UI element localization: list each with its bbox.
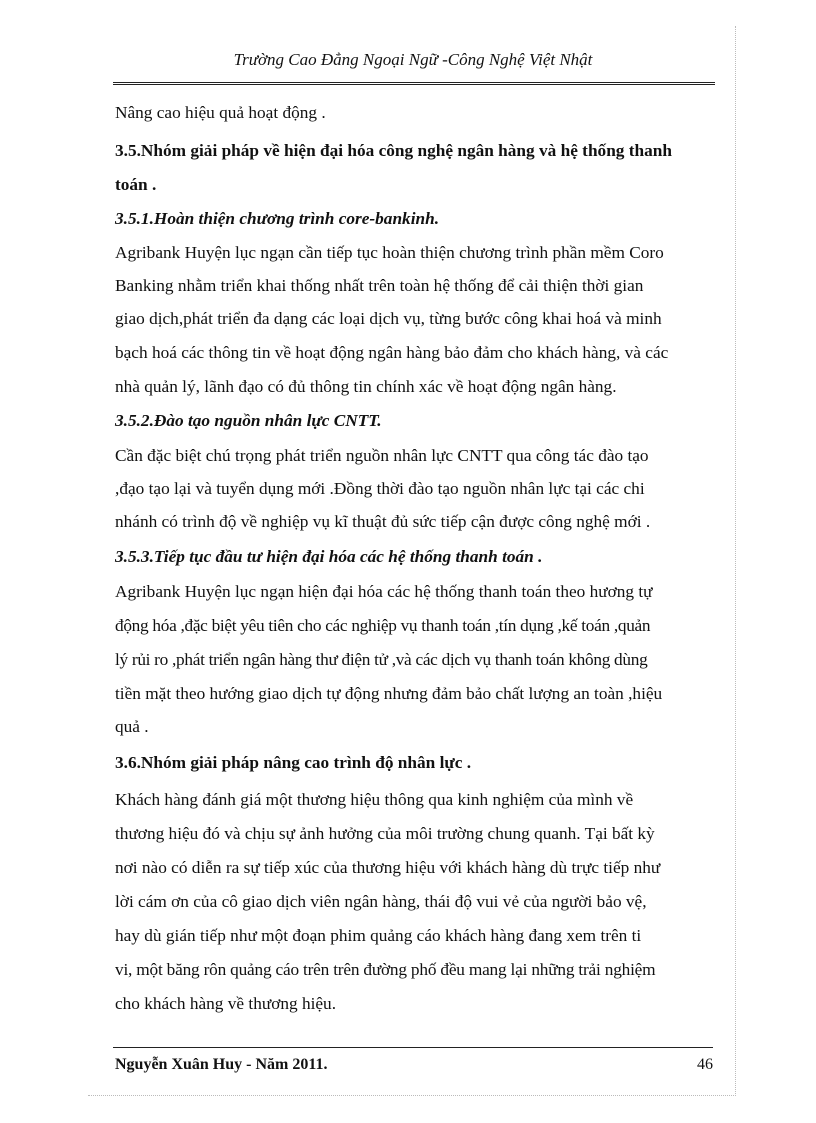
paragraph-line: nhánh có trình độ về nghiệp vụ kĩ thuật đủ sức tiếp cận được công nghệ mới . [115, 512, 651, 531]
paragraph-line: Khách hàng đánh giá một thương hiệu thông qua kinh nghiệm của mình về [115, 790, 634, 809]
paragraph-line: Agribank Huyện lục ngạn cần tiếp tục hoàn thiện chương trình phần mềm Coro [115, 243, 664, 262]
paragraph-line: hay dù gián tiếp như một đoạn phim quảng cáo khách hàng đang xem trên ti [115, 926, 642, 945]
paragraph-line: ,đạo tạo lại và tuyển dụng mới .Đồng thời đào tạo nguồn nhân lực tại các chi [115, 479, 645, 498]
section-heading-cont: toán . [115, 175, 157, 194]
paragraph-line: quả . [115, 717, 149, 736]
section-heading: 3.6.Nhóm giải pháp nâng cao trình độ nhân lực . [115, 753, 472, 772]
paragraph-line: bạch hoá các thông tin về hoạt động ngân hàng bảo đảm cho khách hàng, và các [115, 343, 669, 362]
subsection-heading: 3.5.2.Đào tạo nguồn nhân lực CNTT. [115, 411, 382, 430]
paragraph-line: vi, một băng rôn quảng cáo trên trên đường phố đều mang lại những trải nghiệm [115, 960, 656, 979]
subsection-heading: 3.5.3.Tiếp tục đầu tư hiện đại hóa các hệ thống thanh toán . [115, 547, 543, 566]
paragraph-line: Cần đặc biệt chú trọng phát triển nguồn nhân lực CNTT qua công tác đào tạo [115, 446, 649, 465]
paragraph-line: lời cám ơn của cô giao dịch viên ngân hàng, thái độ vui vẻ của người bảo vệ, [115, 892, 647, 911]
section-heading: 3.5.Nhóm giải pháp về hiện đại hóa công nghệ ngân hàng và hệ thống thanh [115, 141, 672, 160]
paragraph-line: cho khách hàng về thương hiệu. [115, 994, 337, 1013]
footer-rule [113, 1047, 713, 1048]
paragraph-line: Agribank Huyện lục ngạn hiện đại hóa các hệ thống thanh toán theo hương tự [115, 582, 653, 601]
paragraph-line: nhà quản lý, lãnh đạo có đủ thông tin chính xác về hoạt động ngân hàng. [115, 377, 617, 396]
paragraph-line: nơi nào có diễn ra sự tiếp xúc của thương hiệu với khách hàng dù trực tiếp như [115, 858, 661, 877]
header-rule [113, 82, 715, 85]
paragraph-line: Nâng cao hiệu quả hoạt động . [115, 103, 326, 122]
paragraph-line: giao dịch,phát triển đa dạng các loại dịch vụ, từng bước công khai hoá và minh [115, 309, 662, 328]
paragraph-line: tiền mặt theo hướng giao dịch tự động nhưng đảm bảo chất lượng an toàn ,hiệu [115, 684, 663, 703]
page-header: Trường Cao Đẳng Ngoại Ngữ -Công Nghệ Việt Nhật [233, 50, 593, 69]
paragraph-line: động hóa ,đặc biệt yêu tiên cho các nghiệp vụ thanh toán ,tín dụng ,kế toán ,quản [115, 616, 651, 635]
paragraph-line: thương hiệu đó và chịu sự ảnh hưởng của môi trường chung quanh. Tại bất kỳ [115, 824, 655, 843]
subsection-heading: 3.5.1.Hoàn thiện chương trình core-bankinh. [115, 209, 440, 228]
paragraph-line: Banking nhằm triển khai thống nhất trên toàn hệ thống để cải thiện thời gian [115, 276, 644, 295]
page-number: 46 [697, 1056, 713, 1073]
paragraph-line: lý rủi ro ,phát triển ngân hàng thư điện tử ,và các dịch vụ thanh toán không dùng [115, 650, 648, 669]
footer-author: Nguyễn Xuân Huy - Năm 2011. [115, 1056, 328, 1073]
